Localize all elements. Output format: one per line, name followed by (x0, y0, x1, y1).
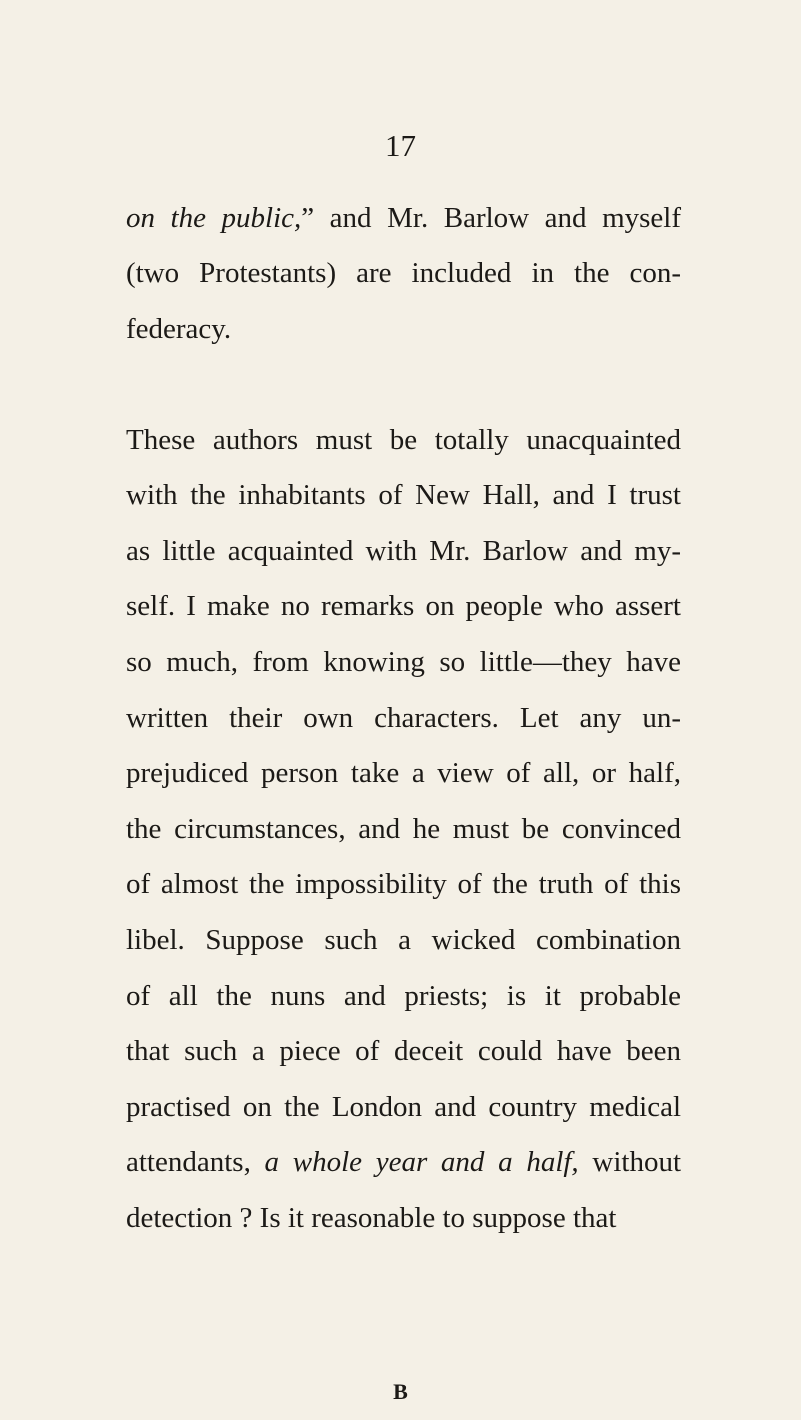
text-segment: (two Protestants) are included in the con- (126, 257, 681, 289)
text-segment: so much, from knowing so little—they have (126, 646, 681, 678)
text-segment: written their own characters. Let any un- (126, 702, 681, 734)
text-line (126, 809, 681, 849)
signature-mark: B (393, 1379, 408, 1404)
text-line (126, 976, 681, 1016)
text-segment: self. I make no remarks on people who assert (126, 590, 681, 622)
text-segment: of all the nuns and priests; is it probable (126, 980, 681, 1012)
text-segment: prejudiced person take a view of all, or half, (126, 757, 681, 789)
text-line (126, 475, 681, 515)
text-line (126, 864, 681, 904)
text-line (126, 586, 681, 626)
italic-text: a whole year and a half, (264, 1146, 579, 1178)
text-segment: federacy. (126, 313, 232, 345)
text-segment: libel. Suppose such a wicked combination (126, 924, 681, 956)
text-line (126, 698, 681, 738)
text-line (126, 1198, 681, 1238)
text-line (126, 198, 681, 238)
text-line (126, 642, 681, 682)
text-segment: with the inhabitants of New Hall, and I trust (126, 479, 681, 511)
text-line (126, 420, 681, 460)
text-segment: These authors must be totally unacquainted (126, 424, 681, 456)
text-line (126, 753, 681, 793)
text-segment: the circumstances, and he must be convinced (126, 813, 681, 845)
text-line (126, 531, 681, 571)
text-segment: that such a piece of deceit could have been (126, 1035, 681, 1067)
text-line (126, 920, 681, 960)
italic-text: on the public, (126, 202, 302, 234)
text-segment: without (578, 1146, 681, 1178)
text-line (126, 1142, 681, 1182)
text-segment: of almost the impossibility of the truth of this (126, 868, 681, 900)
text-segment: ” and Mr. Barlow and myself (301, 202, 681, 234)
text-line (126, 1031, 681, 1071)
text-segment: attendants, (126, 1146, 265, 1178)
text-line (126, 1087, 681, 1127)
text-line (126, 309, 681, 349)
text-segment: practised on the London and country medical (126, 1091, 681, 1123)
text-line (126, 253, 681, 293)
text-segment: as little acquainted with Mr. Barlow and my- (126, 535, 681, 567)
text-segment: detection ? Is it reasonable to suppose that (126, 1202, 617, 1234)
page-number: 17 (385, 128, 416, 163)
